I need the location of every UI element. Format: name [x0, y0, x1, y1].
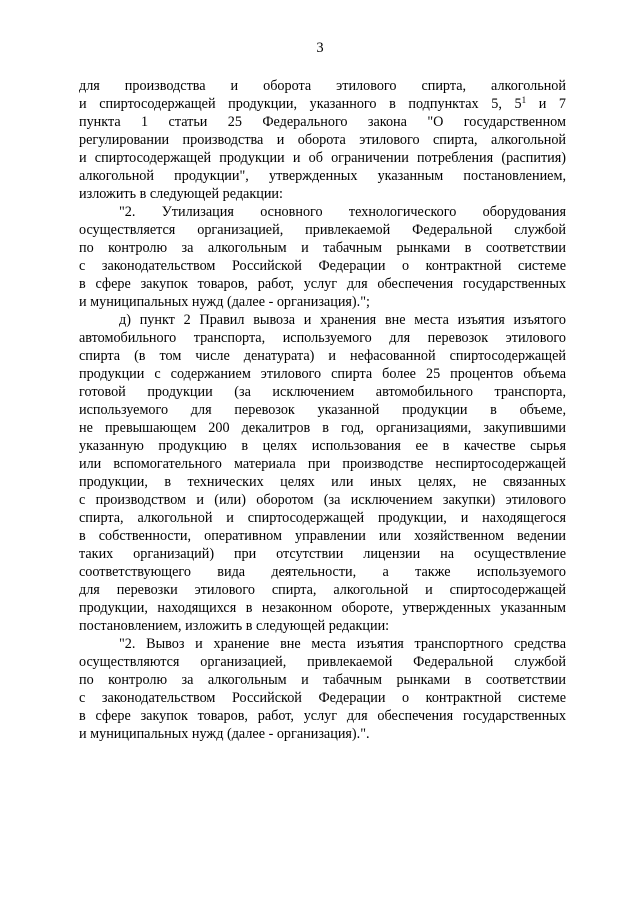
text-line: с законодательством Российской Федерации о контрактной системе — [79, 690, 566, 706]
text-line: д) пункт 2 Правил вывоза и хранения вне места изъятия изъятого — [119, 312, 566, 328]
text-line-part: и спиртосодержащей продукции, указанного в подпунктах 5, 5 — [79, 96, 522, 112]
text-line: или вспомогательного материала при производстве неспиртосодержащей — [79, 456, 566, 472]
text-line: спирта (в том числе денатурата) и нефасованной спиртосодержащей — [79, 348, 566, 364]
text-line: осуществляется организацией, привлекаемой Федеральной службой — [79, 222, 566, 238]
text-line: "2. Утилизация основного технологического оборудования — [119, 204, 566, 220]
text-line-part: и 7 — [526, 96, 566, 112]
text-line: пункта 1 статьи 25 Федерального закона "О государственном — [79, 114, 566, 130]
text-line: автомобильного транспорта, используемого для перевозок этилового — [79, 330, 566, 346]
text-line: используемого для перевозок указанной продукции в объеме, — [79, 402, 566, 418]
text-line: спирта, алкогольной и спиртосодержащей продукции, и находящегося — [79, 510, 566, 526]
text-line: для перевозки этилового спирта, алкогольной и спиртосодержащей — [79, 582, 566, 598]
text-line: и муниципальных нужд (далее - организация)."; — [79, 294, 370, 310]
superscript: 1 — [521, 95, 527, 105]
text-line: постановлением, изложить в следующей редакции: — [79, 618, 390, 634]
text-line: указанную продукцию в целях использования ее в качестве сырья — [79, 438, 566, 454]
text-line: и муниципальных нужд (далее - организация).". — [79, 726, 370, 742]
text-line: в сфере закупок товаров, работ, услуг для обеспечения государственных — [79, 276, 566, 292]
text-line: осуществляются организацией, привлекаемой Федеральной службой — [79, 654, 566, 670]
text-line: готовой продукции (за исключением автомобильного транспорта, — [79, 384, 566, 400]
text-line: по контролю за алкогольным и табачным рынками в соответствии — [79, 672, 566, 688]
text-line: по контролю за алкогольным и табачным рынками в соответствии — [79, 240, 566, 256]
text-line: в собственности, оперативном управлении или хозяйственном ведении — [79, 528, 566, 544]
text-line: с законодательством Российской Федерации о контрактной системе — [79, 258, 566, 274]
text-line: соответствующего вида деятельности, а также используемого — [79, 564, 566, 580]
text-line: с производством и (или) оборотом (за исключением закупки) этилового — [79, 492, 566, 508]
text-line: регулировании производства и оборота этилового спирта, алкогольной — [79, 132, 566, 148]
text-line: "2. Вывоз и хранение вне места изъятия транспортного средства — [119, 636, 566, 652]
text-line — [79, 95, 566, 113]
page-number: 3 — [316, 40, 324, 56]
text-line: в сфере закупок товаров, работ, услуг для обеспечения государственных — [79, 708, 566, 724]
text-line: для производства и оборота этилового спирта, алкогольной — [79, 78, 566, 94]
text-line: и спиртосодержащей продукции и об ограничении потребления (распития) — [79, 150, 566, 166]
document-body — [79, 77, 566, 743]
text-line: таких организаций) при отсутствии лицензии на осуществление — [79, 546, 566, 562]
text-line: продукции, находящихся в незаконном обороте, утвержденных указанным — [79, 600, 566, 616]
text-line: изложить в следующей редакции: — [79, 186, 283, 202]
text-line: не превышающем 200 декалитров в год, организациями, закупившими — [79, 420, 566, 436]
text-line: алкогольной продукции", утвержденных указанным постановлением, — [79, 168, 566, 184]
text-line: продукции с содержанием этилового спирта более 25 процентов объема — [79, 366, 566, 382]
text-line: продукции, в технических целях или иных целях, не связанных — [79, 474, 566, 490]
